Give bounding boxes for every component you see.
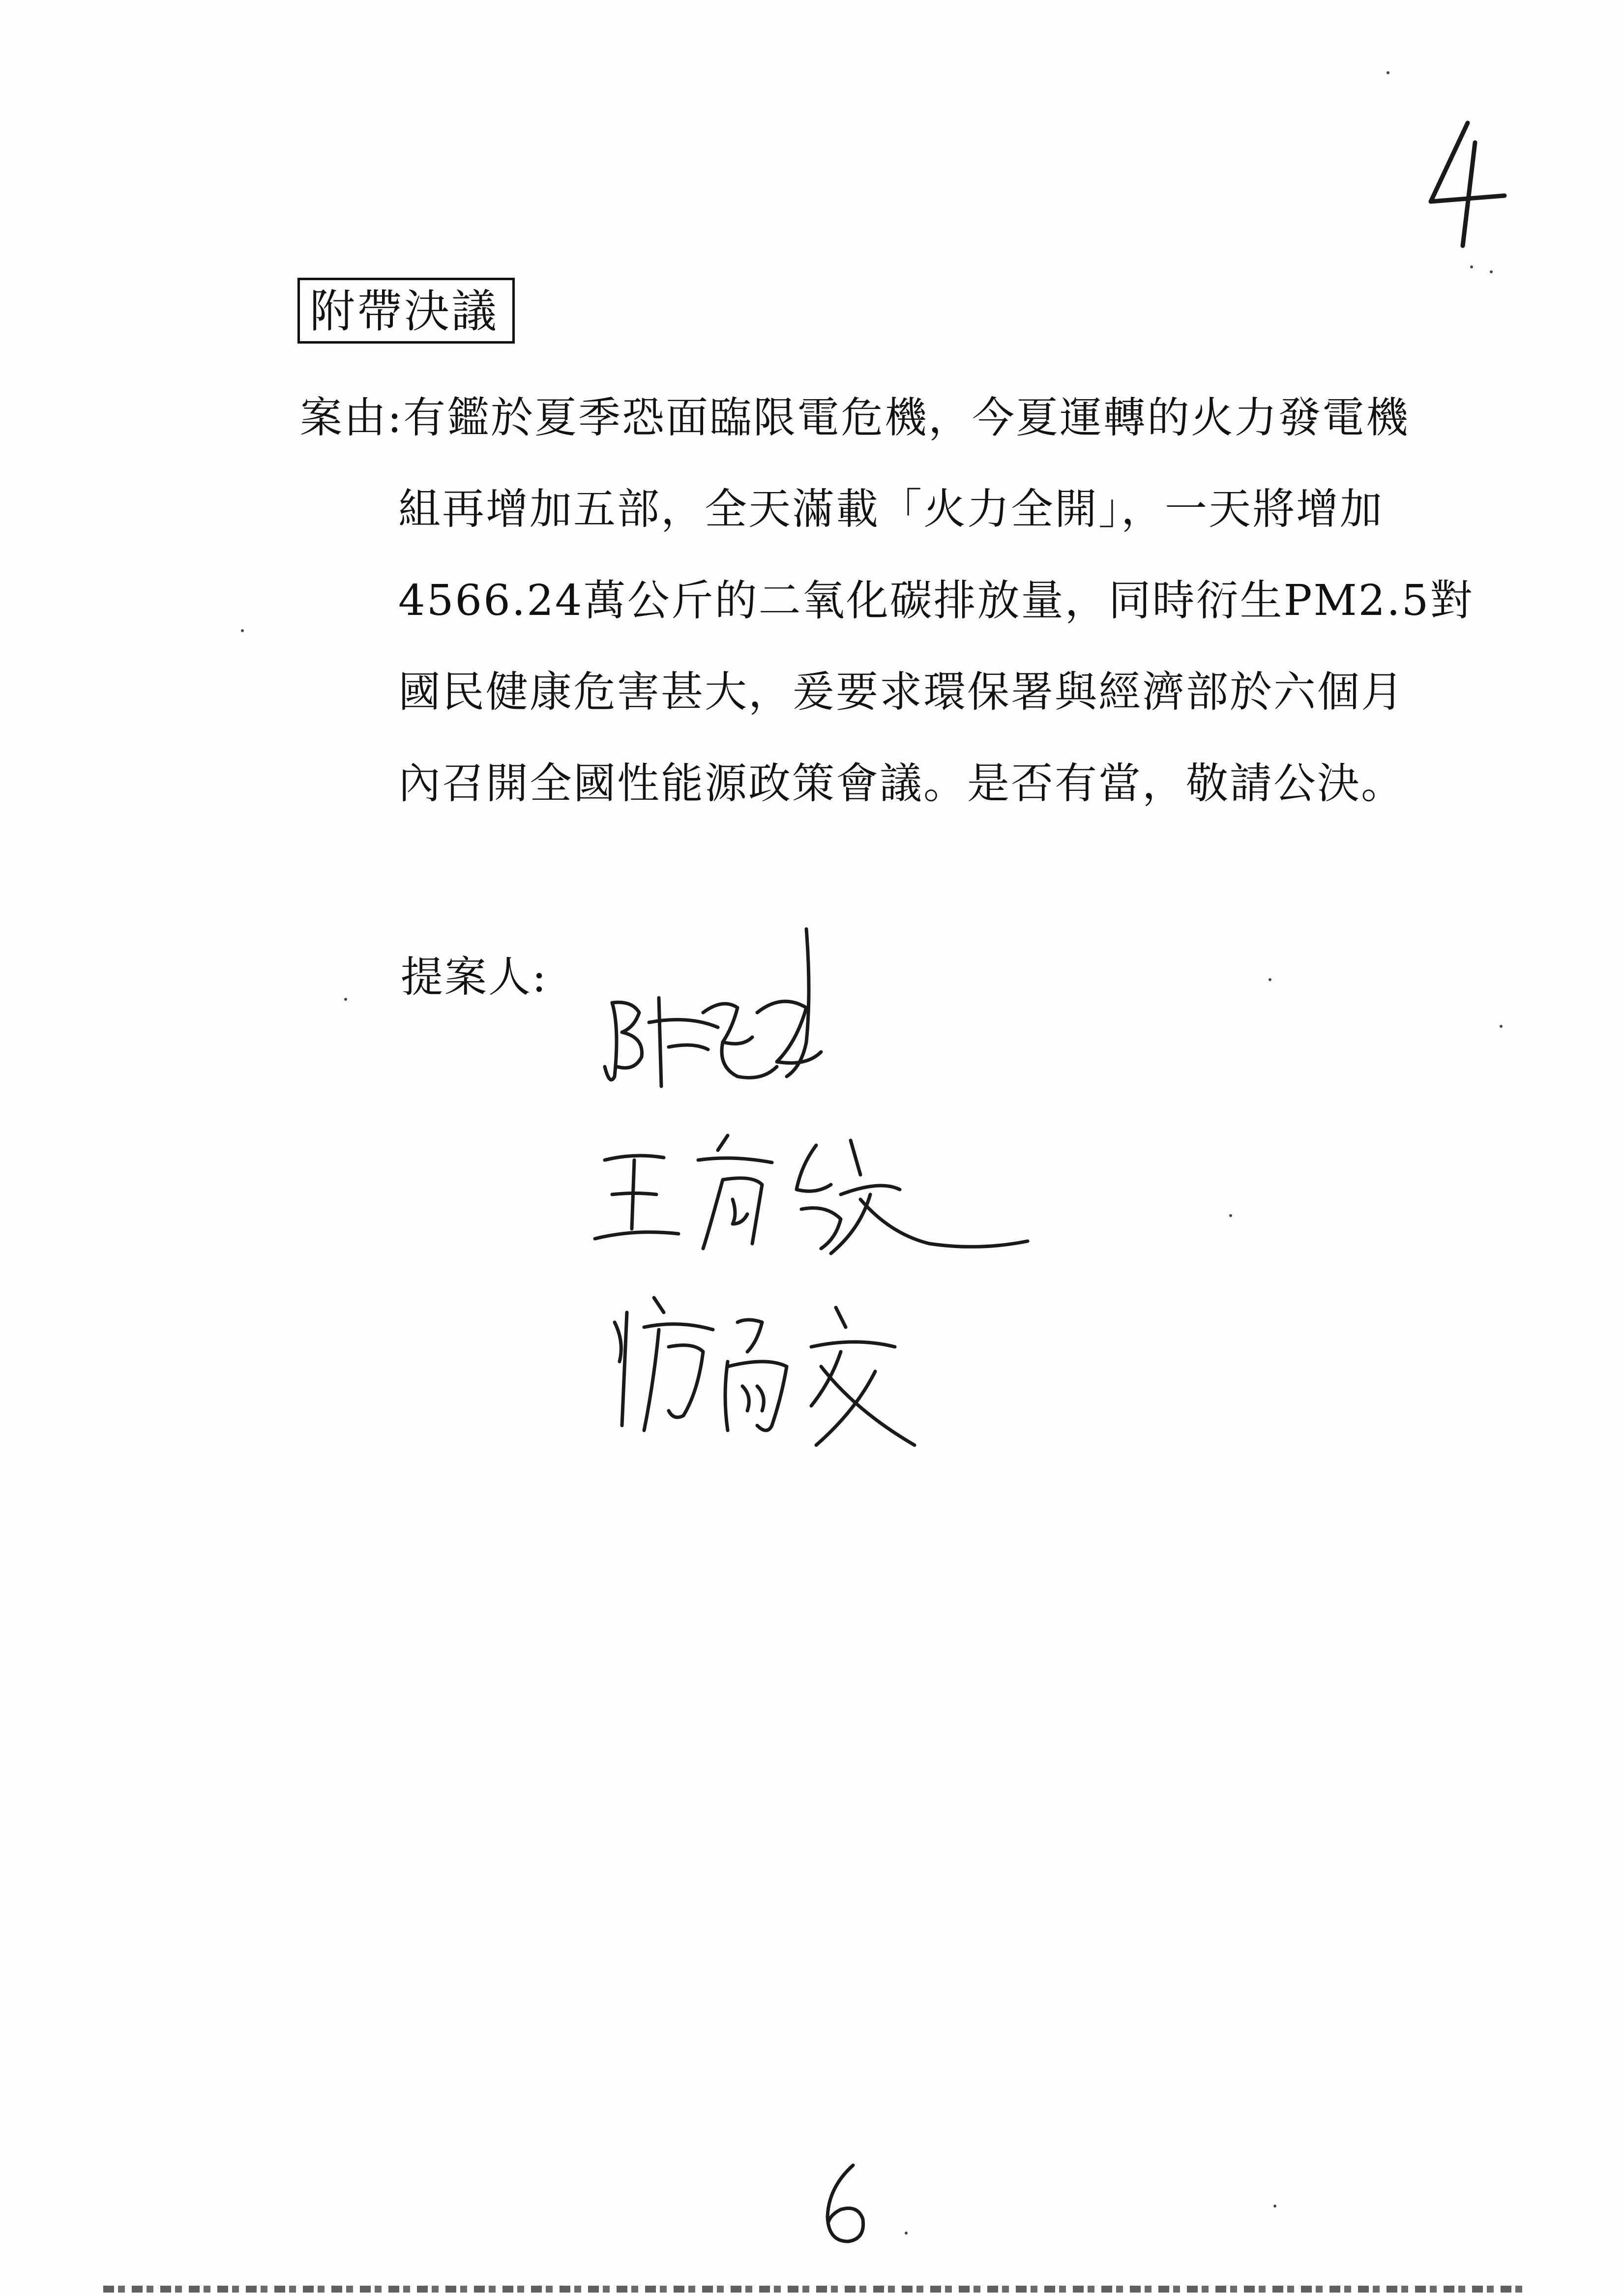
case-line-2: 組再增加五部，全天滿載「火力全開」，一天將增加	[398, 485, 1384, 534]
signature-2	[585, 1116, 1052, 1278]
bottom-page-number	[814, 2158, 878, 2251]
case-line-1: 案由:有鑑於夏季恐面臨限電危機，今夏運轉的火力發電機	[300, 393, 1410, 442]
signature-3	[600, 1268, 934, 1470]
scan-edge-artifact	[103, 2286, 1529, 2293]
case-line-4: 國民健康危害甚大，爰要求環保署與經濟部於六個月	[398, 668, 1405, 717]
case-line-3: 4566.24萬公斤的二氧化碳排放量，同時衍生PM2.5對	[398, 576, 1474, 625]
proposer-label: 提案人:	[401, 953, 548, 1002]
case-line-5: 內召開全國性能源政策會議。是否有當，敬請公決。	[398, 759, 1405, 808]
signature-1	[575, 880, 870, 1106]
case-paragraph	[300, 391, 1474, 848]
corner-page-number	[1416, 113, 1514, 256]
section-title: 附帶決議	[297, 278, 515, 344]
